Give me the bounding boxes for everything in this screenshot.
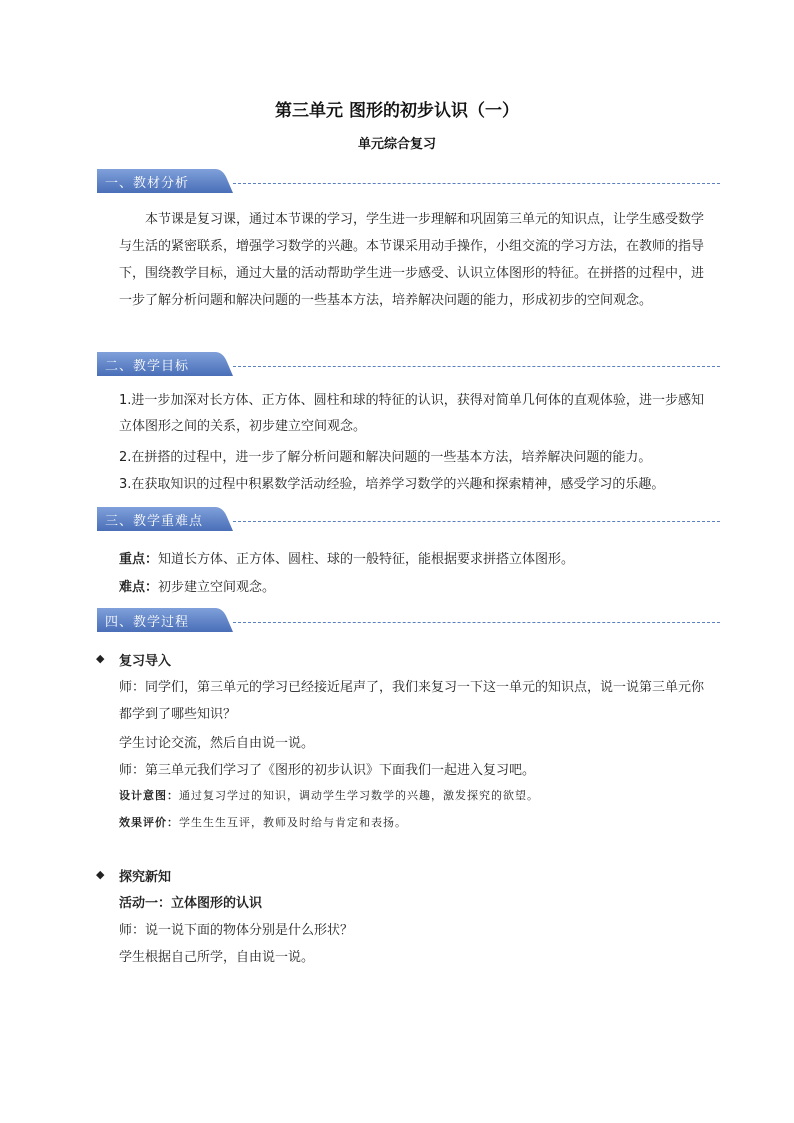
effect-eval-text: 学生生生互评，教师及时给与肯定和表扬。 (179, 816, 407, 829)
key-point-label: 重点： (119, 552, 159, 567)
section-tab (97, 350, 232, 376)
design-intent-line (119, 787, 539, 803)
page-subtitle: 单元综合复习 (357, 137, 436, 152)
section-divider (233, 521, 720, 522)
section-label: 三、教学重难点 (105, 514, 204, 529)
activity-heading: 活动一：立体图形的认识 (119, 896, 263, 911)
diamond-bullet-icon: ◆ (96, 652, 105, 665)
review-line-1: 师：同学们，第三单元的学习已经接近尾声了，我们来复习一下这一单元的知识点，说一说第三单元你都学到了哪些知识？ (119, 680, 705, 722)
review-heading: 复习导入 (119, 654, 172, 669)
goal-item-2: 2.在拼搭的过程中，进一步了解分析问题和解决问题的一些基本方法，培养解决问题的能力。 (119, 450, 652, 465)
difficulty-label: 难点： (119, 580, 159, 595)
diamond-bullet-icon: ◆ (96, 868, 105, 881)
review-line-3: 师：第三单元我们学习了《图形的初步认识》下面我们一起进入复习吧。 (119, 763, 536, 778)
design-intent-label: 设计意图： (119, 789, 179, 802)
effect-eval-label: 效果评价： (119, 816, 179, 829)
explore-line-1: 师：说一说下面的物体分别是什么形状？ (119, 923, 354, 938)
page-title: 第三单元 图形的初步认识（一） (275, 101, 519, 121)
section-label: 四、教学过程 (105, 615, 190, 630)
section-header-process (97, 606, 720, 634)
goal-item-3: 3.在获取知识的过程中积累数学活动经验，培养学习数学的兴趣和探索精神，感受学习的乐趣。 (119, 477, 665, 492)
section-divider (233, 183, 720, 184)
key-point-text: 知道长方体、正方体、圆柱、球的一般特征，能根据要求拼搭立体图形。 (158, 552, 575, 567)
section-tab (97, 606, 232, 632)
section-header-analysis (97, 167, 720, 195)
goal-item-1: 1.进一步加深对长方体、正方体、圆柱和球的特征的认识，获得对简单几何体的直观体验，进一步感知立体图形之间的关系，初步建立空间观念。 (119, 393, 704, 434)
key-point-line (119, 548, 574, 567)
section-header-keypoints (97, 505, 720, 533)
section-tab (97, 505, 232, 531)
explore-line-2: 学生根据自己所学，自由说一说。 (119, 950, 315, 965)
difficulty-line (119, 576, 275, 595)
analysis-paragraph: 本节课是复习课，通过本节课的学习，学生进一步理解和巩固第三单元的知识点，让学生感受数学与生活的紧密联系，增强学习数学的兴趣。本节课采用动手操作，小组交流的学习方法，在教师的指导下，围绕教学目标，通过大量的活动帮助学生进一步感受、认识立体图形的特征。在拼搭的过程中，进一步了解分析问题和解决问题的一些基本方法，培养解决问题的能力，形成初步的空间观念。 (119, 212, 705, 308)
effect-eval-line (119, 814, 407, 830)
design-intent-text: 通过复习学过的知识，调动学生学习数学的兴趣，激发探究的欲望。 (179, 789, 539, 802)
difficulty-text: 初步建立空间观念。 (158, 580, 276, 595)
review-line-2: 学生讨论交流，然后自由说一说。 (119, 736, 315, 751)
section-label: 二、教学目标 (105, 359, 190, 374)
section-divider (233, 622, 720, 623)
section-header-goals (97, 350, 720, 378)
explore-heading: 探究新知 (119, 870, 172, 885)
section-divider (233, 366, 720, 367)
section-tab (97, 167, 232, 193)
section-label: 一、教材分析 (105, 176, 190, 191)
